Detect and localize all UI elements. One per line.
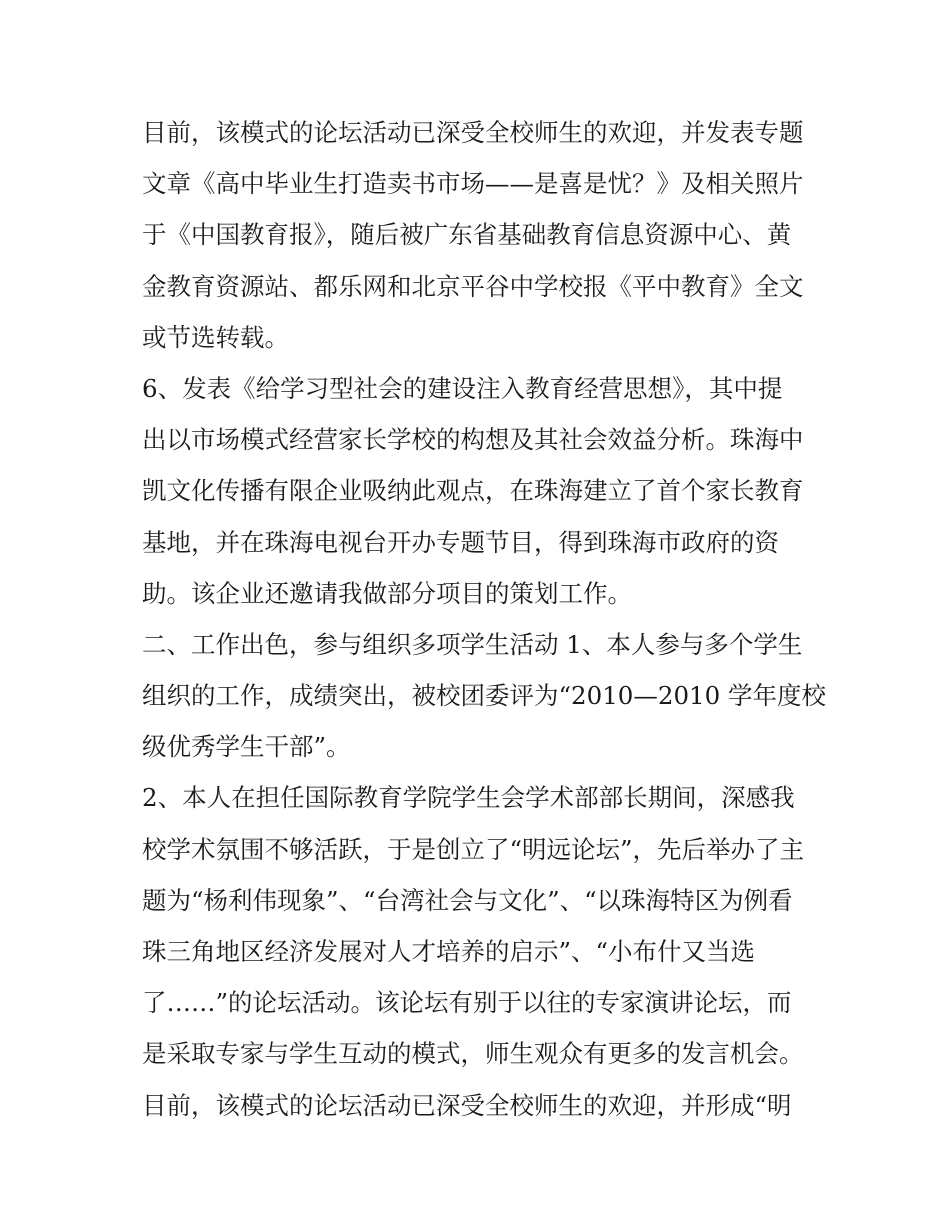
text-line: 金教育资源站、都乐网和北京平谷中学校报《平中教育》全文: [142, 271, 804, 301]
text-line: 2、本人在担任国际教育学院学生会学术部部长期间，深感我: [142, 783, 795, 813]
text-line: 6、发表《给学习型社会的建设注入教育经营思想》，其中提: [142, 373, 783, 403]
text-line: 文章《高中毕业生打造卖书市场——是喜是忧？》及相关照片: [142, 169, 804, 199]
text-line: 组织的工作，成绩突出，被校团委评为“2010—2010 学年度校: [142, 681, 827, 711]
text-line: 了……”的论坛活动。该论坛有别于以往的专家演讲论坛，而: [142, 988, 792, 1018]
text-line: 目前，该模式的论坛活动已深受全校师生的欢迎，并形成“明: [142, 1090, 792, 1120]
text-line: 二、工作出色，参与组织多项学生活动 1、本人参与多个学生: [142, 629, 803, 659]
text-line: 于《中国教育报》，随后被广东省基础教育信息资源中心、黄: [142, 220, 792, 250]
text-line: 凯文化传播有限企业吸纳此观点，在珠海建立了首个家长教育: [142, 476, 804, 506]
text-line: 助。该企业还邀请我做部分项目的策划工作。: [142, 578, 632, 608]
text-line: 级优秀学生干部”。: [142, 732, 351, 762]
text-line: 或节选转载。: [142, 322, 289, 352]
text-line: 珠三角地区经济发展对人才培养的启示”、“小布什又当选: [142, 937, 756, 966]
text-line: 出以市场模式经营家长学校的构想及其社会效益分析。珠海中: [142, 425, 804, 455]
text-line: 题为“杨利伟现象”、“台湾社会与文化”、“以珠海特区为例看: [142, 885, 793, 915]
text-line: 基地，并在珠海电视台开办专题节目，得到珠海市政府的资: [142, 527, 779, 557]
text-line: 是采取专家与学生互动的模式，师生观众有更多的发言机会。: [142, 1039, 804, 1069]
body-text: [142, 107, 827, 1131]
text-line: 目前，该模式的论坛活动已深受全校师生的欢迎，并发表专题: [142, 118, 804, 147]
text-line: 校学术氛围不够活跃，于是创立了“明远论坛”，先后举办了主: [142, 834, 805, 864]
